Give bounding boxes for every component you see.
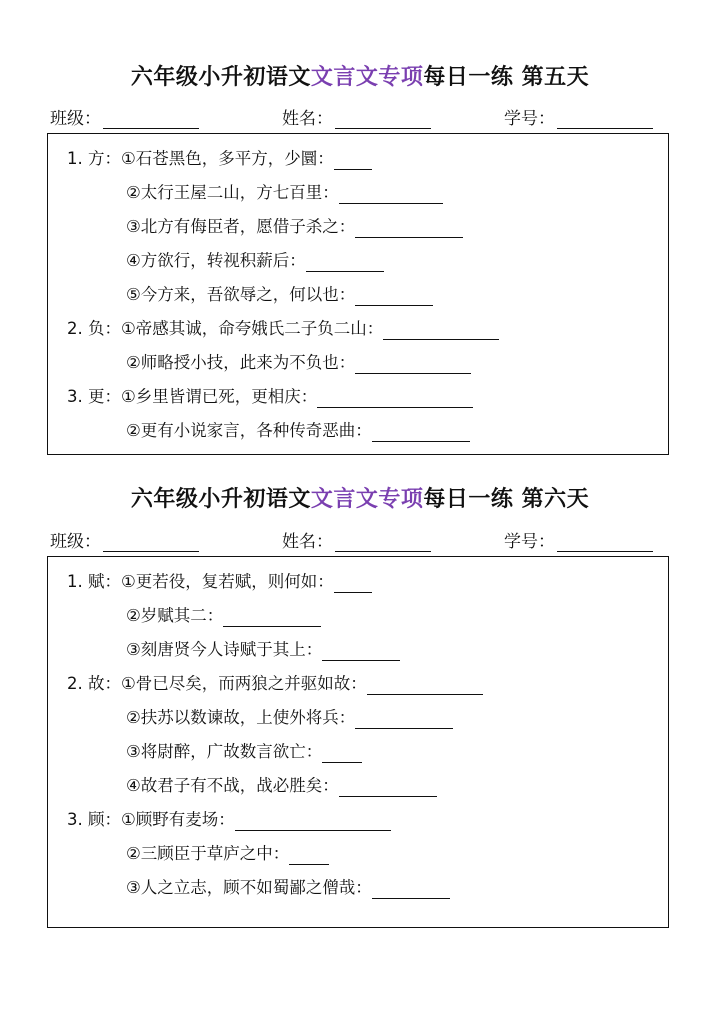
exercise-line: ②扶苏以数谏故，上使外将兵： [126, 707, 453, 729]
name-blank[interactable] [335, 111, 431, 129]
title-day-text: 每日一练 第五天 [423, 65, 590, 90]
exercise-line: ②更有小说家言，各种传奇恶曲： [126, 420, 470, 442]
answer-blank[interactable] [334, 151, 372, 170]
class-label: 班级： [50, 532, 101, 552]
answer-blank[interactable] [223, 608, 321, 627]
answer-blank[interactable] [367, 676, 483, 695]
title-accent-text: 文言文专项 [310, 65, 424, 90]
section-1-title [0, 60, 720, 91]
answer-blank[interactable] [235, 812, 391, 831]
exercise-line: 2. 负：①帝感其诚，命夸娥氏二子负二山： [67, 318, 499, 340]
exercise-line: 1. 赋：①更若役，复若赋，则何如： [67, 571, 372, 593]
name-field[interactable] [282, 104, 431, 129]
exercise-line: ④故君子有不战，战必胜矣： [126, 775, 437, 797]
exercise-line: ③将尉醉，广故数言欲亡： [126, 741, 362, 763]
answer-blank[interactable] [372, 423, 470, 442]
exercise-line: 3. 顾：①顾野有麦场： [67, 809, 391, 831]
title-text: 六年级小升初语文 [130, 487, 311, 512]
answer-blank[interactable] [355, 219, 463, 238]
exercise-line: ②岁赋其二： [126, 605, 321, 627]
id-blank[interactable] [557, 111, 653, 129]
answer-blank[interactable] [339, 185, 443, 204]
id-label: 学号： [504, 532, 555, 552]
name-label: 姓名： [282, 109, 333, 129]
id-blank[interactable] [557, 534, 653, 552]
answer-blank[interactable] [306, 253, 384, 272]
answer-blank[interactable] [355, 710, 453, 729]
id-label: 学号： [504, 109, 555, 129]
title-accent-text: 文言文专项 [310, 487, 424, 512]
class-field[interactable] [50, 527, 199, 552]
id-field[interactable] [504, 527, 653, 552]
class-label: 班级： [50, 109, 101, 129]
name-blank[interactable] [335, 534, 431, 552]
id-field[interactable] [504, 104, 653, 129]
answer-blank[interactable] [289, 846, 329, 865]
name-label: 姓名： [282, 532, 333, 552]
exercise-line: ③北方有侮臣者，愿借子杀之： [126, 216, 463, 238]
answer-blank[interactable] [372, 880, 450, 899]
name-field[interactable] [282, 527, 431, 552]
exercise-line: ②师略授小技，此来为不负也： [126, 352, 471, 374]
answer-blank[interactable] [322, 744, 362, 763]
answer-blank[interactable] [322, 642, 400, 661]
exercise-line: ③刻唐贤今人诗赋于其上： [126, 639, 400, 661]
answer-blank[interactable] [339, 778, 437, 797]
exercise-line: ②三顾臣于草庐之中： [126, 843, 329, 865]
answer-blank[interactable] [355, 287, 433, 306]
answer-blank[interactable] [317, 389, 473, 408]
exercise-line: 3. 更：①乡里皆谓已死，更相庆： [67, 386, 473, 408]
exercise-line: ⑤今方来，吾欲辱之，何以也： [126, 284, 433, 306]
title-day-text: 每日一练 第六天 [423, 487, 590, 512]
class-field[interactable] [50, 104, 199, 129]
exercise-line: ④方欲行，转视积薪后： [126, 250, 384, 272]
exercise-line: ②太行王屋二山，方七百里： [126, 182, 443, 204]
exercise-line: 2. 故：①骨已尽矣，而两狼之并驱如故： [67, 673, 483, 695]
section-1-info-row [50, 104, 670, 128]
exercise-line: ③人之立志，顾不如蜀鄙之僧哉： [126, 877, 450, 899]
title-text: 六年级小升初语文 [130, 65, 311, 90]
section-2-info-row [50, 527, 670, 551]
class-blank[interactable] [103, 111, 199, 129]
class-blank[interactable] [103, 534, 199, 552]
answer-blank[interactable] [355, 355, 471, 374]
answer-blank[interactable] [383, 321, 499, 340]
section-2-title [0, 482, 720, 513]
exercise-line: 1. 方：①石苍黑色，多平方，少圜： [67, 148, 372, 170]
answer-blank[interactable] [334, 574, 372, 593]
